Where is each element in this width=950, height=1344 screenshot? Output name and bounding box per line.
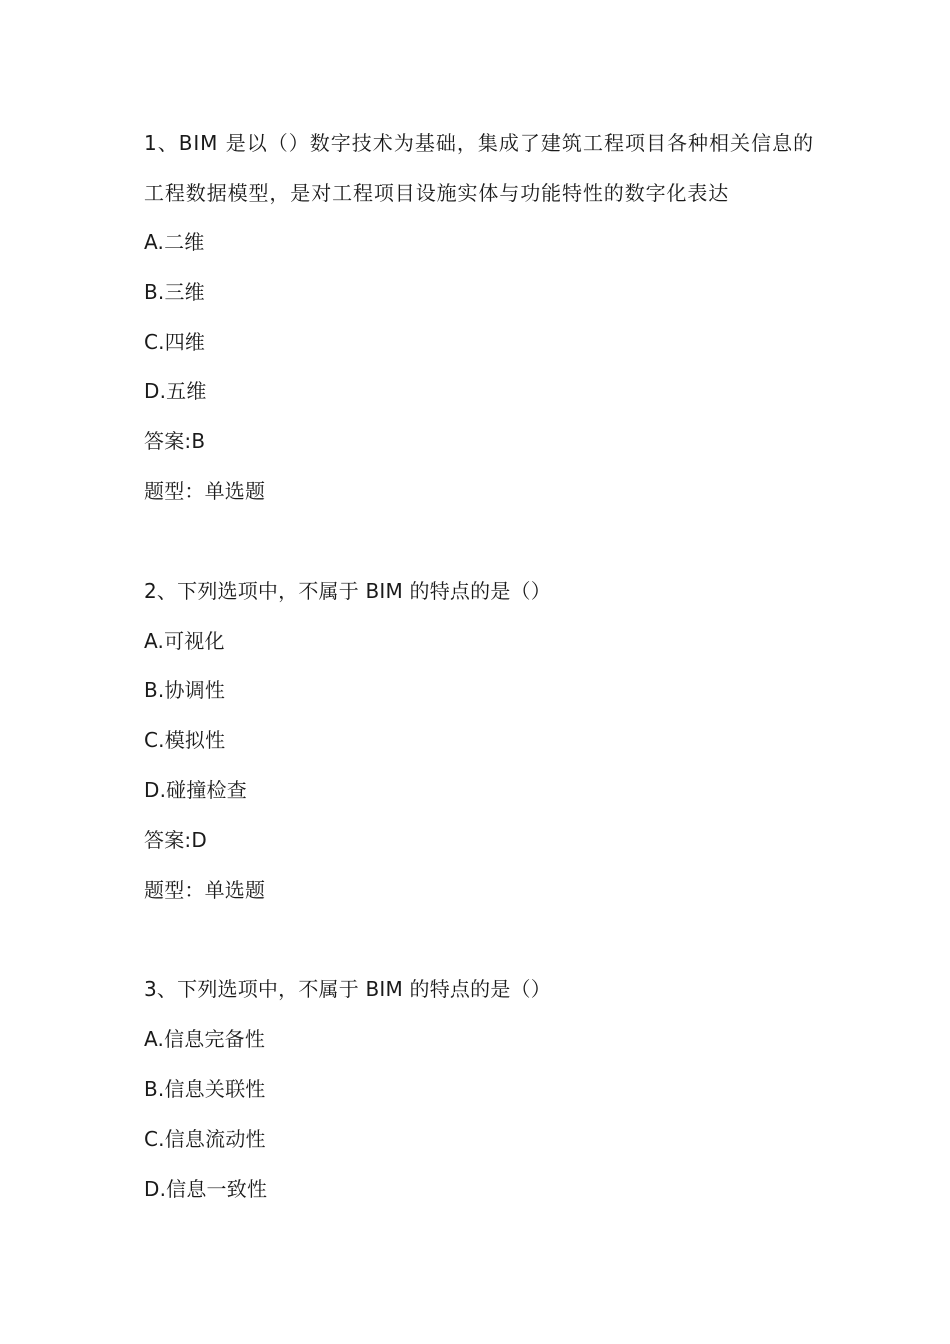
question-stem: 3、下列选项中，不属于 BIM 的特点的是（）	[144, 977, 551, 1002]
question-2	[144, 567, 814, 916]
answer-text: 答案:B	[144, 429, 206, 454]
question-stem: 2、下列选项中，不属于 BIM 的特点的是（）	[144, 578, 551, 603]
option-b: B.信息关联性	[144, 1076, 266, 1101]
option-c: C.信息流动性	[144, 1126, 266, 1151]
answer-text: 答案:D	[144, 827, 207, 852]
spacer	[144, 915, 814, 965]
option-a: A.信息完备性	[144, 1027, 266, 1052]
option-c: C.模拟性	[144, 728, 226, 753]
option-a: A.二维	[144, 230, 205, 254]
question-type: 题型：单选题	[144, 478, 266, 503]
option-a: A.可视化	[144, 628, 225, 653]
question-1	[144, 118, 814, 517]
spacer	[144, 517, 814, 567]
option-d: D.信息一致性	[144, 1176, 268, 1201]
question-stem: 1、BIM 是以（）数字技术为基础，集成了建筑工程项目各种相关信息的工程数据模型，是对工程项目设施实体与功能特性的数字化表达	[144, 131, 814, 205]
option-d: D.五维	[144, 379, 207, 404]
option-c: C.四维	[144, 329, 206, 354]
question-3	[144, 965, 814, 1214]
question-type: 题型：单选题	[144, 877, 266, 902]
option-b: B.三维	[144, 279, 205, 304]
option-d: D.碰撞检查	[144, 777, 247, 802]
option-b: B.协调性	[144, 678, 226, 703]
question-list	[144, 118, 814, 1214]
